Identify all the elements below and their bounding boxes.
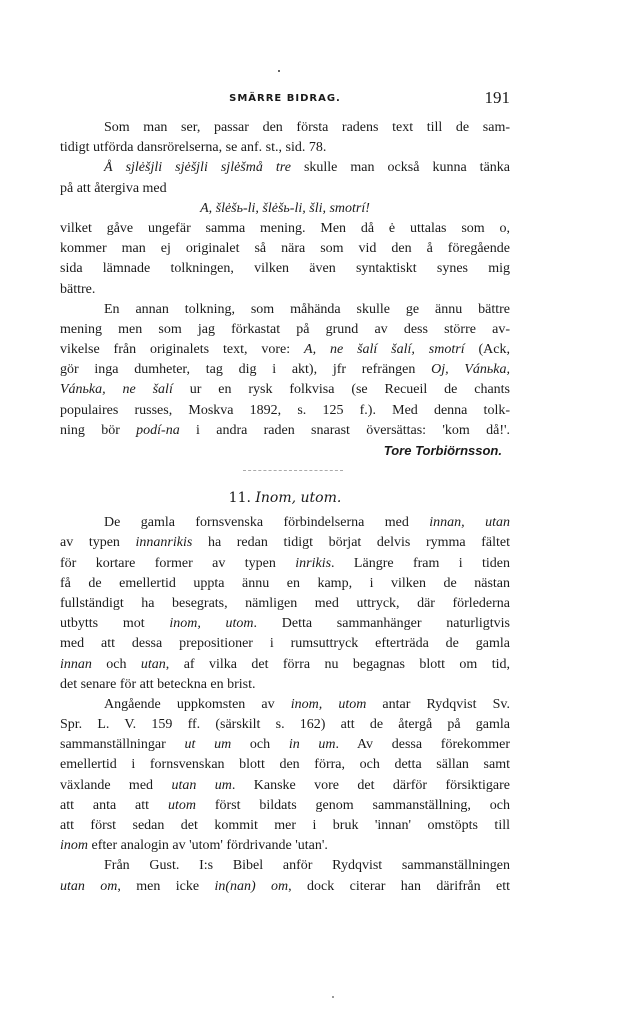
section-heading [60,483,510,513]
text-line: Angående uppkomsten av inom, utom antar Rydqvist Sv. [104,696,510,712]
text-line: växlande med utan um. Kanske vore det därför försiktigare [60,777,511,793]
text-line: bättre. [60,281,96,297]
text-line: vikelse från originalets text, vore: A, ne šalí šalí, smotrí (Ack, [60,342,510,358]
page-number: 191 [484,88,510,107]
text-line: det senare för att beteckna en brist. [60,676,256,692]
text-line: utan om, men icke in(nan) om, dock citerar han därifrån ett [60,878,511,894]
scan-speck [332,996,334,998]
section-separator [60,461,510,483]
text-line: emellertid i fornsvenskan blott den förra, och detta sällan samt [60,757,510,773]
text-line: Spr. L. V. 159 ff. (särskilt s. 162) att de återgå på gamla [60,717,510,733]
section-number: 11. [228,490,251,507]
paragraph-5 [60,856,510,896]
text-line: innan och utan, af vilka det förra nu begagnas blott om tid, [60,656,510,672]
signature-line [60,441,510,461]
text-line: De gamla fornsvenska förbindelserna med innan, utan [104,515,511,531]
text-line: utbytts mot inom, utom. Detta sammanhänger naturligtvis [60,616,511,632]
print-mark [278,70,280,72]
text-line: få de emellertid uppta ännu en kamp, i vilken de nästan [60,575,510,591]
text-line: med att dessa prepositioner i rumsuttryck efterträda de gamla [60,636,510,652]
text-line: fullständigt ha besegrats, nämligen med uttryck, där förlederna [60,595,510,611]
paragraph-4 [60,695,510,857]
paragraph-2 [60,300,510,441]
text-line: på att återgiva med [60,180,167,196]
text-line: sida lämnade tolkningen, vilken även syntaktiskt synes mig [60,261,510,277]
text-line: ning bör podí-na i andra raden snarast översättas: 'kom då!'. [60,422,510,438]
text-line: Å sjlėšjli sjėšjli sjlėšmå tre skulle man också kunna tänka [104,160,511,176]
signature: Tore Torbiörnsson. [383,443,502,458]
section-title: Inom, utom. [255,490,342,507]
text-line: populaires russes, Moskva 1892, s. 125 f.). Med denna tolk- [60,402,510,418]
text-line: Som man ser, passar den första radens text till de sam- [104,120,510,135]
text-line: att anta att utom först bildats genom sammanställning, och [60,797,510,813]
running-title: SMÄRRE BIDRAG. [229,93,341,104]
page-body [60,118,510,897]
text-line: gör inga dumheter, tag dig i akt), jfr refrängen Oj, Vánьka, [60,362,510,378]
paragraph-3 [60,513,510,695]
text-line: för kortare former av typen inrikis. Längre fram i tiden [60,555,511,571]
running-head [60,88,510,112]
text-line: att först sedan det kommit mer i bruk 'innan' omstöpts till [60,818,510,833]
text-line: inom efter analogin av 'utom' fördrivande 'utan'. [60,838,328,854]
text-line: Vánьka, ne šalí ur en rysk folkvisa (se Recueil de chants [60,382,511,398]
text-line: En annan tolkning, som måhända skulle ge ännu bättre [104,301,510,317]
text-line: kommer man ej originalet så nära som vid den å föregående [60,241,510,257]
text-line: Från Gust. I:s Bibel anför Rydqvist sammanställningen [104,858,510,874]
text-line: mening men som jag förkastat på grund av dess större av- [60,321,510,337]
text-line: tidigt utförda dansrörelserna, se anf. st., sid. 78. [60,140,327,156]
paragraph-1 [60,118,510,300]
text-line: A, šlėšь-li, šlėšь-li, šli, smotrí! [200,200,370,216]
text-line: sammanställningar ut um och in um. Av dessa förekommer [60,737,510,753]
text-line: vilket gåve ungefär samma mening. Men då ė uttalas som o, [60,220,510,236]
text-line: av typen innanrikis ha redan tidigt börjat delvis rymma fältet [60,535,510,551]
